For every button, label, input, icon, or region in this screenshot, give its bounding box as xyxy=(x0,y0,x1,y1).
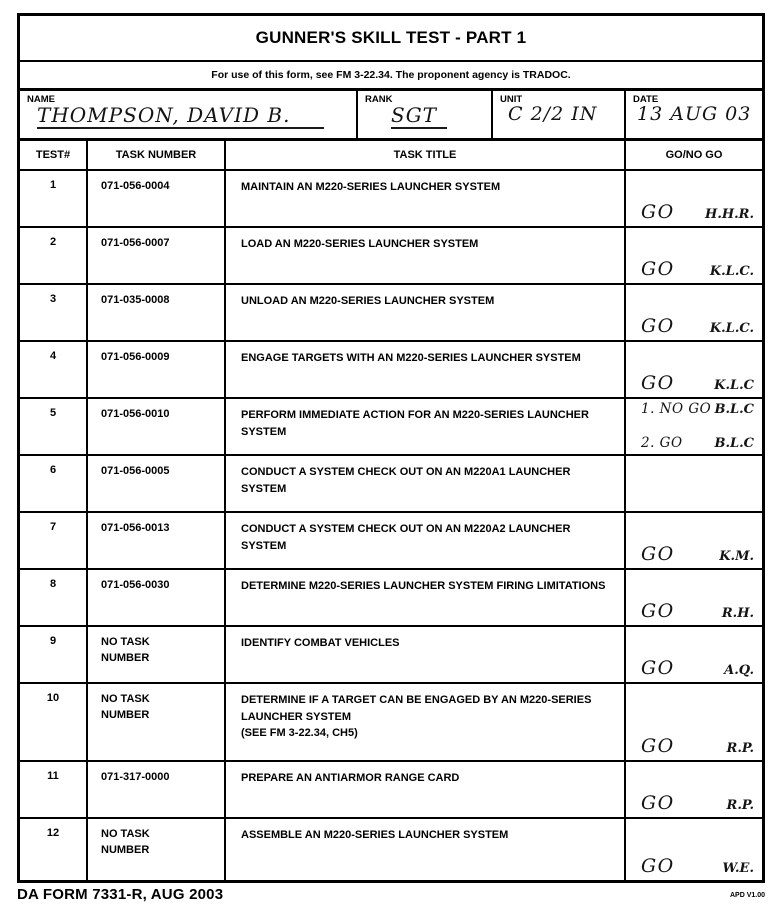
task-title-cell: ASSEMBLE AN M220-SERIES LAUNCHER SYSTEM xyxy=(226,819,626,880)
go-result: GO xyxy=(641,657,675,679)
task-title-cell: PERFORM IMMEDIATE ACTION FOR AN M220-SERIES LAUNCHER SYSTEM xyxy=(226,399,626,454)
go-result: GO xyxy=(641,258,675,280)
form-title-row xyxy=(20,16,762,62)
rank-label: RANK xyxy=(365,94,393,105)
go-nogo-cell xyxy=(626,762,762,817)
rank-value: SGT xyxy=(391,103,447,129)
task-number-cell: NO TASK NUMBER xyxy=(88,684,226,760)
test-number-cell: 6 xyxy=(20,456,88,511)
table-row xyxy=(20,171,762,228)
test-number-cell: 7 xyxy=(20,513,88,568)
go-result: GO xyxy=(641,792,675,814)
task-number-cell: 071-056-0013 xyxy=(88,513,226,568)
date-label: DATE xyxy=(633,94,659,105)
task-number-cell: 071-056-0030 xyxy=(88,570,226,625)
date-value: 13 AUG 03 xyxy=(637,103,752,125)
task-title-cell: DETERMINE M220-SERIES LAUNCHER SYSTEM FIRING LIMITATIONS xyxy=(226,570,626,625)
go-nogo-cell xyxy=(626,342,762,397)
go-line xyxy=(626,855,762,878)
task-title-cell: UNLOAD AN M220-SERIES LAUNCHER SYSTEM xyxy=(226,285,626,340)
go-nogo-cell xyxy=(626,171,762,226)
go-result: GO xyxy=(641,855,675,877)
table-row xyxy=(20,285,762,342)
go-result: GO xyxy=(641,201,675,223)
go-line xyxy=(626,735,762,758)
test-number-cell: 9 xyxy=(20,627,88,682)
name-field xyxy=(20,91,358,138)
task-number-cell: 071-056-0009 xyxy=(88,342,226,397)
grader-initials: H.H.R. xyxy=(705,207,754,222)
unit-field xyxy=(493,91,626,138)
go-nogo-cell xyxy=(626,819,762,880)
go-result: GO xyxy=(641,543,675,565)
test-number-cell: 5 xyxy=(20,399,88,454)
form-version: APD V1.00 xyxy=(729,892,765,899)
identity-row xyxy=(20,91,762,141)
form-footer xyxy=(17,886,765,903)
task-title-cell: PREPARE AN ANTIARMOR RANGE CARD xyxy=(226,762,626,817)
test-number-cell: 1 xyxy=(20,171,88,226)
name-value: THOMPSON, DAVID B. xyxy=(37,103,324,129)
table-row xyxy=(20,684,762,762)
name-label: NAME xyxy=(27,94,55,105)
task-number-cell: 071-056-0007 xyxy=(88,228,226,283)
go-line xyxy=(626,435,762,452)
go-nogo-cell xyxy=(626,513,762,568)
go-result: GO xyxy=(641,372,675,394)
task-title-cell: IDENTIFY COMBAT VEHICLES xyxy=(226,627,626,682)
go-nogo-cell xyxy=(626,627,762,682)
rank-field xyxy=(358,91,493,138)
table-row xyxy=(20,513,762,570)
test-number-cell: 2 xyxy=(20,228,88,283)
go-result: GO xyxy=(641,315,675,337)
form-number: DA FORM 7331-R, AUG 2003 xyxy=(17,886,224,903)
table-header-row xyxy=(20,141,762,171)
table-row xyxy=(20,570,762,627)
table-row xyxy=(20,228,762,285)
task-title-cell: DETERMINE IF A TARGET CAN BE ENGAGED BY AN M220-SERIES LAUNCHER SYSTEM (SEE FM 3-22.34, CH5) xyxy=(226,684,626,760)
go-line xyxy=(626,258,762,281)
grader-initials: K.L.C. xyxy=(709,264,754,279)
go-result: 2. GO xyxy=(641,435,683,451)
task-number-cell: 071-056-0005 xyxy=(88,456,226,511)
go-line xyxy=(626,372,762,395)
grader-initials: R.H. xyxy=(721,606,754,621)
test-number-cell: 10 xyxy=(20,684,88,760)
go-result: GO xyxy=(641,735,675,757)
grader-initials: K.M. xyxy=(719,549,754,564)
table-row xyxy=(20,399,762,456)
test-number-cell: 12 xyxy=(20,819,88,880)
task-number-cell: 071-317-0000 xyxy=(88,762,226,817)
grader-initials: K.L.C. xyxy=(709,321,754,336)
form-title: GUNNER'S SKILL TEST - PART 1 xyxy=(255,28,527,47)
task-table-body xyxy=(20,171,762,880)
table-row xyxy=(20,456,762,513)
task-number-cell: 071-035-0008 xyxy=(88,285,226,340)
col-header-task-number: TASK NUMBER xyxy=(88,141,226,169)
unit-label: UNIT xyxy=(500,94,523,105)
task-title-cell: LOAD AN M220-SERIES LAUNCHER SYSTEM xyxy=(226,228,626,283)
col-header-go-nogo: GO/NO GO xyxy=(665,149,723,161)
table-row xyxy=(20,342,762,399)
col-header-test-number: TEST# xyxy=(20,141,88,169)
grader-initials: B.L.C xyxy=(714,402,754,417)
test-number-cell: 8 xyxy=(20,570,88,625)
table-row xyxy=(20,819,762,880)
test-number-cell: 11 xyxy=(20,762,88,817)
task-number-cell: NO TASK NUMBER xyxy=(88,627,226,682)
task-title-cell: CONDUCT A SYSTEM CHECK OUT ON AN M220A1 LAUNCHER SYSTEM xyxy=(226,456,626,511)
go-line xyxy=(626,201,762,224)
task-title-cell: ENGAGE TARGETS WITH AN M220-SERIES LAUNCHER SYSTEM xyxy=(226,342,626,397)
col-header-task-title: TASK TITLE xyxy=(226,141,626,169)
grader-initials: W.E. xyxy=(722,861,754,876)
task-title-cell: MAINTAIN AN M220-SERIES LAUNCHER SYSTEM xyxy=(226,171,626,226)
task-title-cell: CONDUCT A SYSTEM CHECK OUT ON AN M220A2 LAUNCHER SYSTEM xyxy=(226,513,626,568)
go-line xyxy=(626,315,762,338)
form-instruction: For use of this form, see FM 3-22.34. The proponent agency is TRADOC. xyxy=(211,69,571,81)
go-nogo-cell xyxy=(626,456,762,511)
date-field xyxy=(626,91,762,138)
form-container xyxy=(17,13,765,883)
task-number-cell: NO TASK NUMBER xyxy=(88,819,226,880)
go-line xyxy=(626,600,762,623)
grader-initials: B.L.C xyxy=(714,436,754,451)
unit-value: C 2/2 IN xyxy=(508,103,598,125)
form-instruction-row xyxy=(20,62,762,91)
go-nogo-cell xyxy=(626,684,762,760)
table-row xyxy=(20,627,762,684)
test-number-cell: 3 xyxy=(20,285,88,340)
go-line xyxy=(626,543,762,566)
go-line xyxy=(626,401,762,418)
go-nogo-cell xyxy=(626,285,762,340)
grader-initials: A.Q. xyxy=(724,663,754,678)
go-nogo-cell xyxy=(626,570,762,625)
go-line xyxy=(626,792,762,815)
go-nogo-cell xyxy=(626,228,762,283)
grader-initials: R.P. xyxy=(726,741,754,756)
go-result: 1. NO GO xyxy=(641,401,712,417)
go-nogo-cell xyxy=(626,399,762,454)
test-number-cell: 4 xyxy=(20,342,88,397)
task-title-note: (SEE FM 3-22.34, CH5) xyxy=(241,727,358,739)
task-number-cell: 071-056-0004 xyxy=(88,171,226,226)
go-result: GO xyxy=(641,600,675,622)
go-line xyxy=(626,657,762,680)
table-row xyxy=(20,762,762,819)
task-number-cell: 071-056-0010 xyxy=(88,399,226,454)
grader-initials: R.P. xyxy=(726,798,754,813)
grader-initials: K.L.C xyxy=(714,378,754,393)
